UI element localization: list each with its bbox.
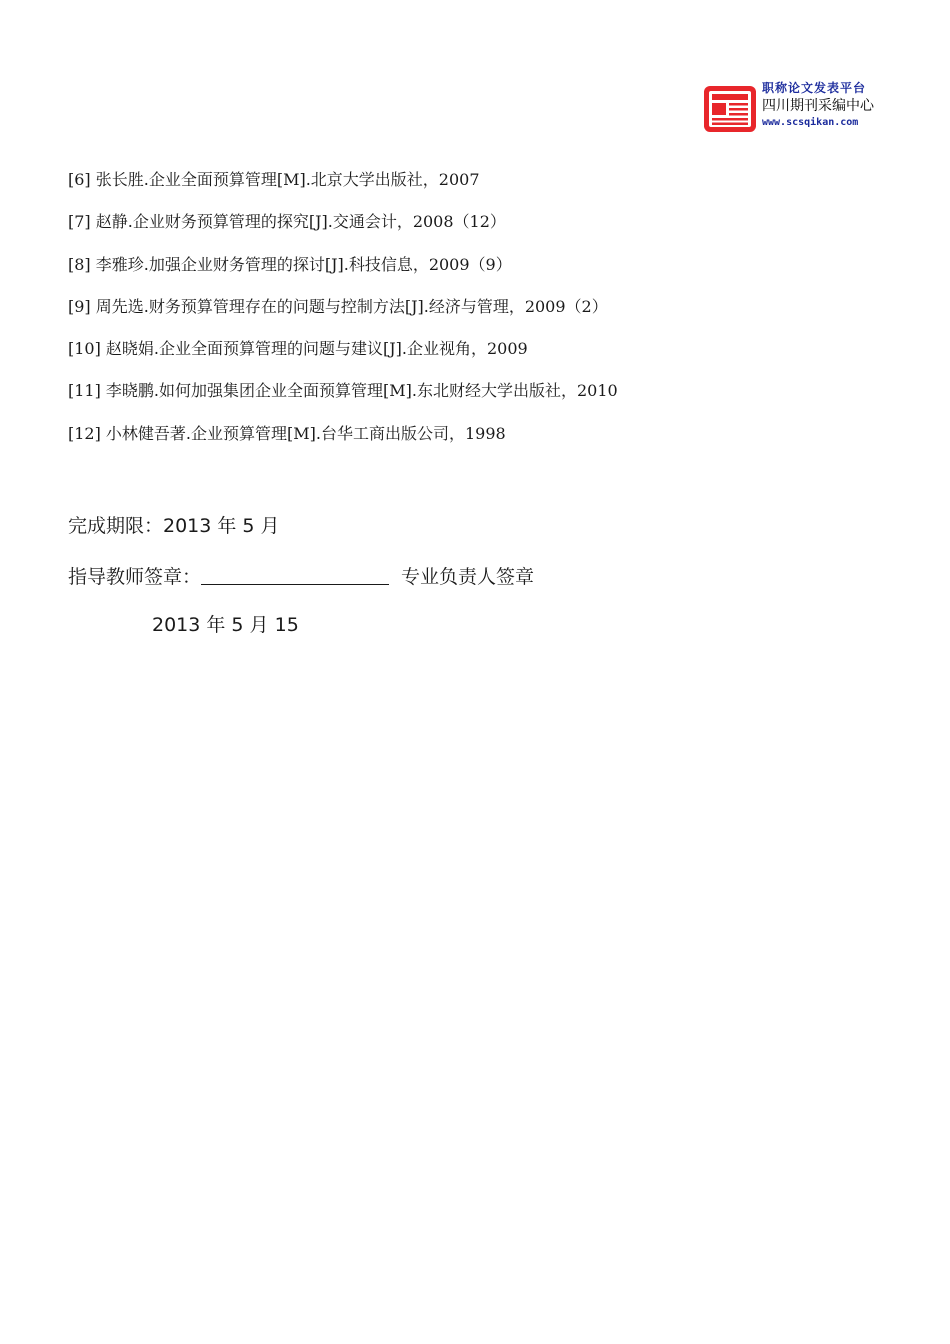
logo-text xyxy=(762,80,904,130)
reference-item: [10] 赵晓娟.企业全面预算管理的问题与建议[J].企业视角，2009 xyxy=(68,339,528,359)
logo-url[interactable]: www.scsqikan.com xyxy=(762,117,859,128)
head-signature-label: 专业负责人签章 xyxy=(401,566,535,588)
site-logo[interactable] xyxy=(704,80,904,136)
reference-item: [12] 小林健吾著.企业预算管理[M].台华工商出版公司，1998 xyxy=(68,423,506,443)
newspaper-icon xyxy=(704,84,756,134)
reference-item: [9] 周先选.财务预算管理存在的问题与控制方法[J].经济与管理，2009（2） xyxy=(68,296,608,316)
advisor-signature-field[interactable] xyxy=(201,564,389,585)
logo-title: 四川期刊采编中心 xyxy=(762,98,874,114)
reference-item: [11] 李晓鹏.如何加强集团企业全面预算管理[M].东北财经大学出版社，2010 xyxy=(68,381,618,401)
completion-deadline: 完成期限：2013 年 5 月 xyxy=(68,515,280,537)
reference-item: [7] 赵静.企业财务预算管理的探究[J].交通会计，2008（12） xyxy=(68,212,506,232)
reference-item: [8] 李雅珍.加强企业财务管理的探讨[J].科技信息，2009（9） xyxy=(68,254,512,274)
reference-item: [6] 张长胜.企业全面预算管理[M].北京大学出版社，2007 xyxy=(68,170,480,189)
logo-tagline: 职称论文发表平台 xyxy=(762,81,867,95)
signature-line xyxy=(68,564,888,590)
signature-date: 2013 年 5 月 15 xyxy=(152,614,299,636)
advisor-signature-label: 指导教师签章： xyxy=(68,566,202,588)
reference-list xyxy=(68,168,888,464)
